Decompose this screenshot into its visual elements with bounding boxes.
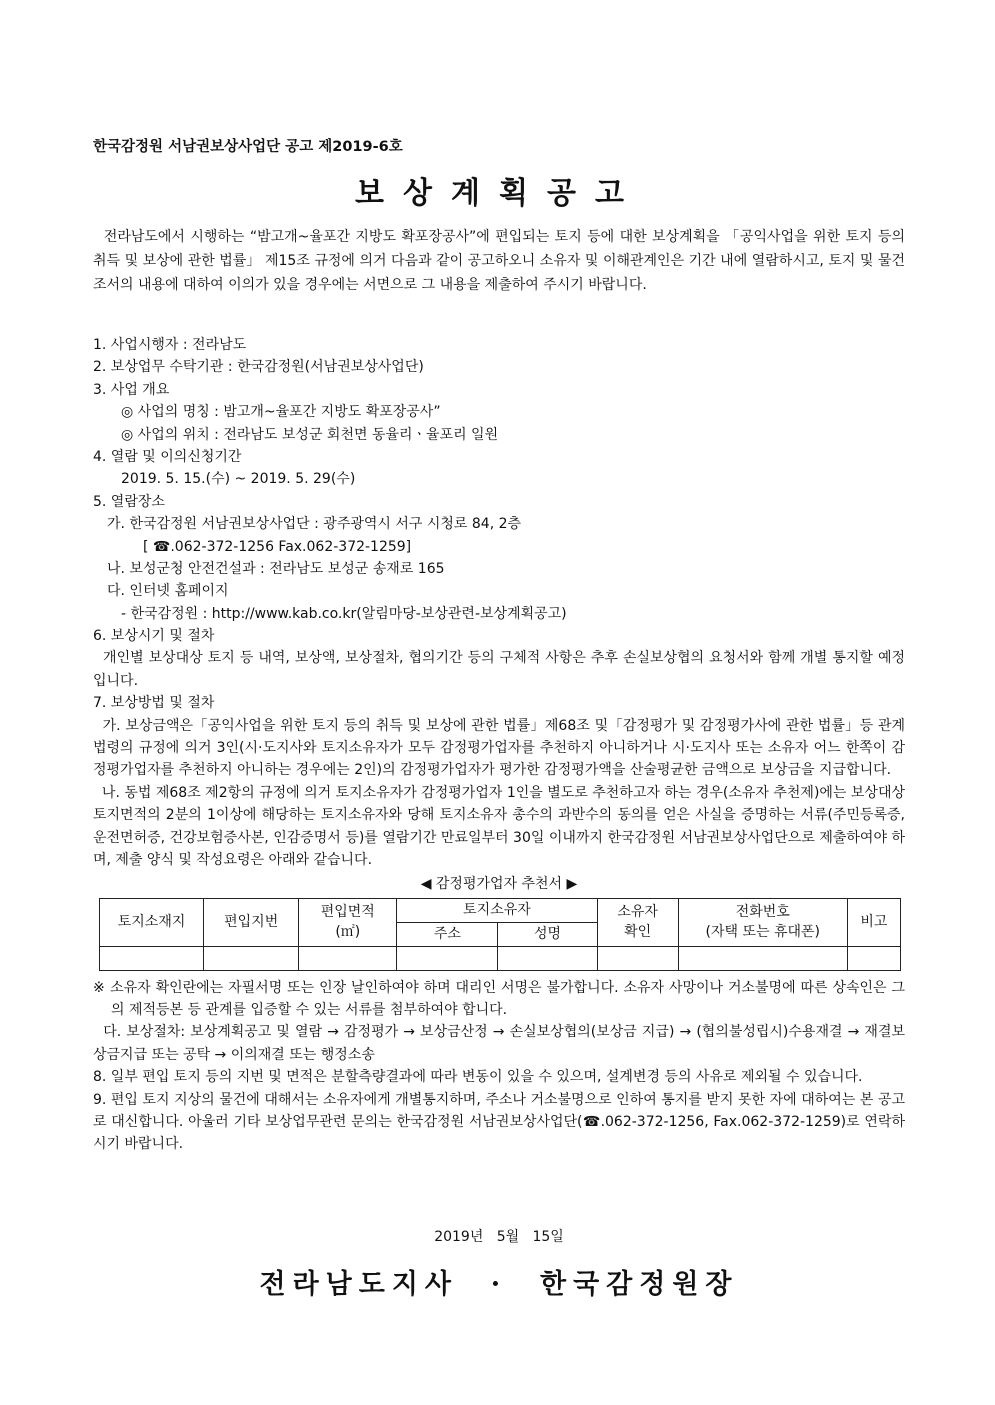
item-6-timing: 6. 보상시기 및 절차 <box>93 628 215 645</box>
col-phone-sub: (자택 또는 휴대폰) <box>705 924 821 941</box>
item-7-method: 7. 보상방법 및 절차 <box>93 695 215 712</box>
table-cell[interactable] <box>597 946 678 970</box>
table-cell[interactable] <box>204 946 299 970</box>
item-6-text <box>93 647 905 692</box>
form-title: ◀ 감정평가업자 추천서 ▶ <box>420 875 578 892</box>
item-7a-text-content: 가. 보상금액은「공익사업을 위한 토지 등의 취득 및 보상에 관한 법률」제68조 및「감정평가 및 감정평가사에 관한 법률」등 관계법령의 규정에 의거 3인(시·도지사와 토지소유자가 모두 감정평가업자를 추천하지 아니하거나 시·도지사 또는 소유자 어느 한쪽이 감정평가업자를 추천하지 아니하는 경우에는 2인)의 감정평가업자가 평가한 감정평가액을 산술평균한 금액으로 보상금을 지급합니다. <box>93 717 905 779</box>
item-4-period-heading: 4. 열람 및 이의신청기간 <box>93 448 242 465</box>
col-area-label: 편입면적 <box>320 904 375 921</box>
table-cell[interactable] <box>498 946 597 970</box>
item-5-place-web: 다. 인터넷 홈페이지 <box>107 583 229 600</box>
col-owner: 토지소유자 <box>397 898 597 922</box>
form-note: ※ 소유자 확인란에는 자필서명 또는 인장 날인하여야 하며 대리인 서명은 불가합니다. 소유자 사망이나 거소불명에 따른 상속인은 그의 제적등본 등 관계를 입증할 수 있는 서류를 첨부하여야 합니다. <box>93 979 905 1018</box>
notice-date: 2019년 5월 15일 <box>434 1229 564 1245</box>
col-phone-label: 전화번호 <box>735 904 790 921</box>
item-3-project-location: ◎ 사업의 위치 : 전라남도 보성군 회천면 동율리ㆍ율포리 일원 <box>121 426 499 443</box>
table-cell[interactable] <box>678 946 847 970</box>
item-8-text: 8. 일부 편입 토지 등의 지번 및 면적은 분할측량결과에 따라 변동이 있을 수 있으며, 설계변경 등의 사유로 제외될 수 있습니다. <box>93 1069 863 1086</box>
item-7c-text-content: 다. 보상절차: 보상계획공고 및 열람 → 감정평가 → 보상금산정 → 손실보상협의(보상금 지급) → (협의불성립시)수용재결 → 재결보상금지급 또는 공탁 → 이의재결 또는 행정소송 <box>93 1024 905 1063</box>
intro-paragraph <box>93 225 905 297</box>
col-land-location: 토지소재지 <box>100 898 204 946</box>
table-cell[interactable] <box>100 946 204 970</box>
table-cell[interactable] <box>299 946 397 970</box>
item-5-place-kab-contact: [ ☎.062-372-1256 Fax.062-372-1259] <box>143 538 412 555</box>
signature: 전라남도지사 · 한국감정원장 <box>259 1269 739 1300</box>
col-lot-number: 편입지번 <box>204 898 299 946</box>
col-area-unit: (㎡) <box>335 924 361 941</box>
col-phone <box>678 898 847 946</box>
item-5-web-url[interactable]: - 한국감정원 : http://www.kab.co.kr(알림마당-보상관련-보상계획공고) <box>121 605 567 622</box>
item-2-agency: 2. 보상업무 수탁기관 : 한국감정원(서남권보상사업단) <box>93 359 424 376</box>
item-1-implementer: 1. 사업시행자 : 전라남도 <box>93 337 247 353</box>
item-5-place-kab: 가. 한국감정원 서남권보상사업단 : 광주광역시 서구 시청로 84, 2층 <box>107 516 522 533</box>
col-owner-confirm-line1: 소유자 <box>617 904 658 921</box>
table-cell[interactable] <box>397 946 498 970</box>
item-6-text-content: 개인별 보상대상 토지 등 내역, 보상액, 보상절차, 협의기간 등의 구체적 사항은 추후 손실보상협의 요청서와 함께 개별 통지할 예정입니다. <box>93 650 905 689</box>
intro-text: 전라남도에서 시행하는 “밤고개~율포간 지방도 확포장공사”에 편입되는 토지 등에 대한 보상계획을 「공익사업을 위한 토지 등의 취득 및 보상에 관한 법률」 제15조 규정에 의거 다음과 같이 공고하오니 소유자 및 이해관계인은 기간 내에 열람하시고, 토지 및 물건조서의 내용에 대하여 이의가 있을 경우에는 서면으로 그 내용을 제출하여 주시기 바랍니다. <box>93 229 905 293</box>
recommendation-form-table <box>99 898 901 971</box>
col-remarks: 비고 <box>847 898 900 946</box>
col-owner-address: 주소 <box>397 922 498 946</box>
item-7c-text <box>93 1021 905 1066</box>
item-7b-text <box>93 782 905 872</box>
item-7a-text <box>93 715 905 782</box>
col-owner-confirm <box>597 898 678 946</box>
table-cell[interactable] <box>847 946 900 970</box>
page-title: 보상계획공고 <box>355 176 643 211</box>
col-owner-confirm-line2: 확인 <box>624 924 652 941</box>
item-9-text: 9. 편입 토지 지상의 물건에 대해서는 소유자에게 개별통지하며, 주소나 거소불명으로 인하여 통지를 받지 못한 자에 대하여는 본 공고로 대신합니다. 아울러 기타 보상업무관련 문의는 한국감정원 서남권보상사업단(☎.062-372-1256, Fax.062-372-1259)로 연락하시기 바랍니다. <box>93 1091 905 1153</box>
col-owner-name: 성명 <box>498 922 597 946</box>
item-5-places: 5. 열람장소 <box>93 493 165 510</box>
item-3-overview: 3. 사업 개요 <box>93 381 170 398</box>
notice-number: 한국감정원 서남권보상사업단 공고 제2019-6호 <box>93 139 403 155</box>
item-7b-text-content: 나. 동법 제68조 제2항의 규정에 의거 토지소유자가 감정평가업자 1인을 별도로 추천하고자 하는 경우(소유자 추천제)에는 보상대상 토지면적의 2분의 1이상에 해당하는 토지소유자와 당해 토지소유자 총수의 과반수의 동의를 얻은 사실을 증명하는 서류(주민등록증, 운전면허증, 건강보험증사본, 인감증명서 등)를 열람기간 만료일부터 30일 이내까지 한국감정원 서남권보상사업단으로 제출하여야 하며, 제출 양식 및 작성요령은 아래와 같습니다. <box>93 784 906 869</box>
notice-body <box>93 334 905 1156</box>
col-area <box>299 898 397 946</box>
table-row <box>100 946 901 970</box>
item-4-period-dates: 2019. 5. 15.(수) ~ 2019. 5. 29(수) <box>121 471 356 488</box>
item-3-project-name: ◎ 사업의 명칭 : 밤고개~율포간 지방도 확포장공사” <box>121 404 441 421</box>
item-5-place-boseong: 나. 보성군청 안전건설과 : 전라남도 보성군 송재로 165 <box>107 560 445 577</box>
